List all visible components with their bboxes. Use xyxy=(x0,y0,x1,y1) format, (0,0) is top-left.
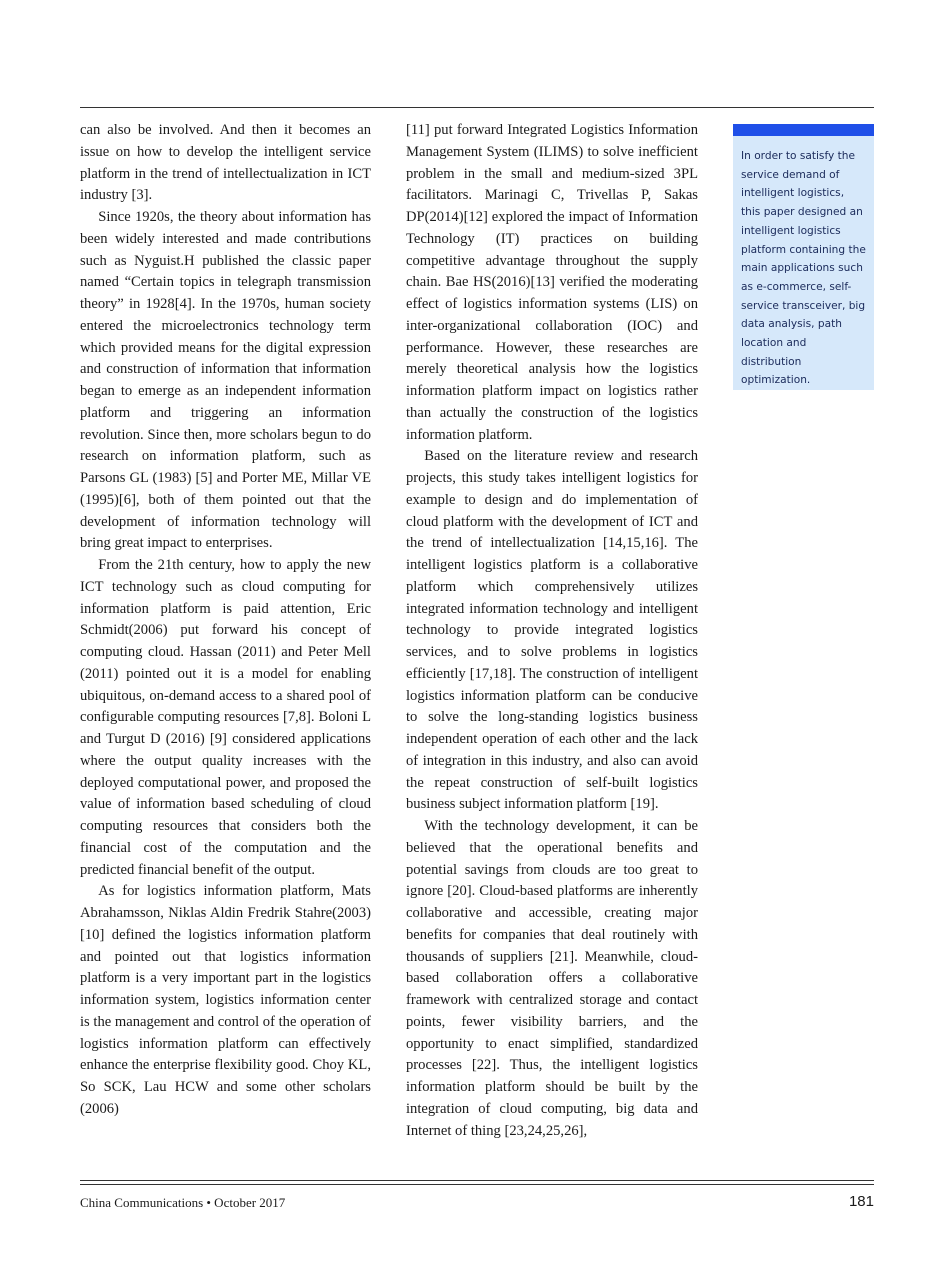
paragraph: As for logistics information platform, Mats Abrahamsson, Niklas Aldin Fredrik Stahre(2003)[10] defined the logistics information platform and pointed out that logistics information platform is a very important part in the logistics information system, logistics information center is the management and control of the operation of logistics information platform can effectively enhance the enterprise flexibility good. Choy KL, So SCK, Lau HCW and some other scholars (2006) xyxy=(80,883,371,1117)
paragraph: [11] put forward Integrated Logistics Information Management System (ILIMS) to solve inefficient problem in the small and medium-sized 3PL facilitators. Marinagi C, Trivellas P, Sakas DP(2014)[12] explored the impact of Information Technology (IT) practices on building competitive advantage throughout the supply chain. Bae HS(2016)[13] verified the moderating effect of logistics information systems (LIS) on inter-organizational collaboration (IOC) and performance. However, these researches are merely theoretical analysis how the logistics information platform impact on logistics rather than actually the construction of the logistics information platform. xyxy=(406,122,698,443)
paragraph: Since 1920s, the theory about information has been widely interested and made contributions such as Nyguist.H published the classic paper named “Certain topics in telegraph transmission theory” in 1928[4]. In the 1970s, human society entered the microelectronics technology term which provided means for the digital expression and construction of information that information began to emerge as an independent information platform and triggering an information revolution. Since then, more scholars begun to do research on information platform, such as Parsons GL (1983) [5] and Porter ME, Millar VE (1995)[6], both of them pointed out that the development of information technology will bring great impact to enterprises. xyxy=(80,209,371,552)
middle-column xyxy=(406,120,698,1142)
paragraph: With the technology development, it can be believed that the operational benefits and potential savings from clouds are too great to ignore [20]. Cloud-based platforms are inherently collaborative and accessible, creating major benefits for companies that deal routinely with thousands of suppliers [21]. Meanwhile, cloud-based collaboration offers a collaborative framework with centralized storage and contact points, fewer visibility barriers, and the opportunity to enact simplified, standardized processes [22]. Thus, the intelligent logistics information platform should be built by the integration of cloud computing, big data and Internet of thing [23,24,25,26], xyxy=(406,818,698,1139)
footer-rule xyxy=(80,1184,874,1185)
sidebar-accent-bar xyxy=(733,124,874,136)
sidebar-text: In order to satisfy the service demand of intelligent logistics, this paper designed an intelligent logistics platform containing the main applications such as e-commerce, self-service transceiver, big data analysis, path location and distribution optimization. xyxy=(741,150,866,387)
page-number: 181 xyxy=(848,1193,874,1210)
left-column xyxy=(80,120,371,1121)
header-rule xyxy=(80,107,874,108)
journal-footer: China Communications • October 2017 xyxy=(80,1195,286,1210)
paragraph: Based on the literature review and research projects, this study takes intelligent logistics for example to design and do implementation of cloud platform with the development of ICT and the trend of intellectualization [14,15,16]. The intelligent logistics platform is a collaborative platform which comprehensively utilizes integrated information technology and intelligent technology to provide integrated logistics services, and to solve problems in logistics efficiently [17,18]. The construction of intelligent logistics information platform can be conducive to solve the long-standing logistics business independent operation of each other and the lack of integration in this industry, and also can avoid the repeat construction of self-built logistics business subject information platform [19]. xyxy=(406,448,698,813)
footer-rule xyxy=(80,1180,874,1181)
paragraph: can also be involved. And then it becomes an issue on how to develop the intelligent service platform in the trend of intellectualization in ICT industry [3]. xyxy=(80,122,371,204)
sidebar-callout xyxy=(733,124,874,390)
paragraph: From the 21th century, how to apply the new ICT technology such as cloud computing for information platform is paid attention, Eric Schmidt(2006) put forward his concept of computing cloud. Hassan (2011) and Peter Mell (2011) pointed out it is a model for enabling ubiquitous, on-demand access to a shared pool of configurable computing resources [7,8]. Boloni L and Turgut D (2016) [9] considered applications where the output quality increases with the deployed computational power, and proposed the value of information based scheduling of cloud computing resources that considers both the financial cost of the computation and the predicted financial benefit of the output. xyxy=(80,557,371,878)
